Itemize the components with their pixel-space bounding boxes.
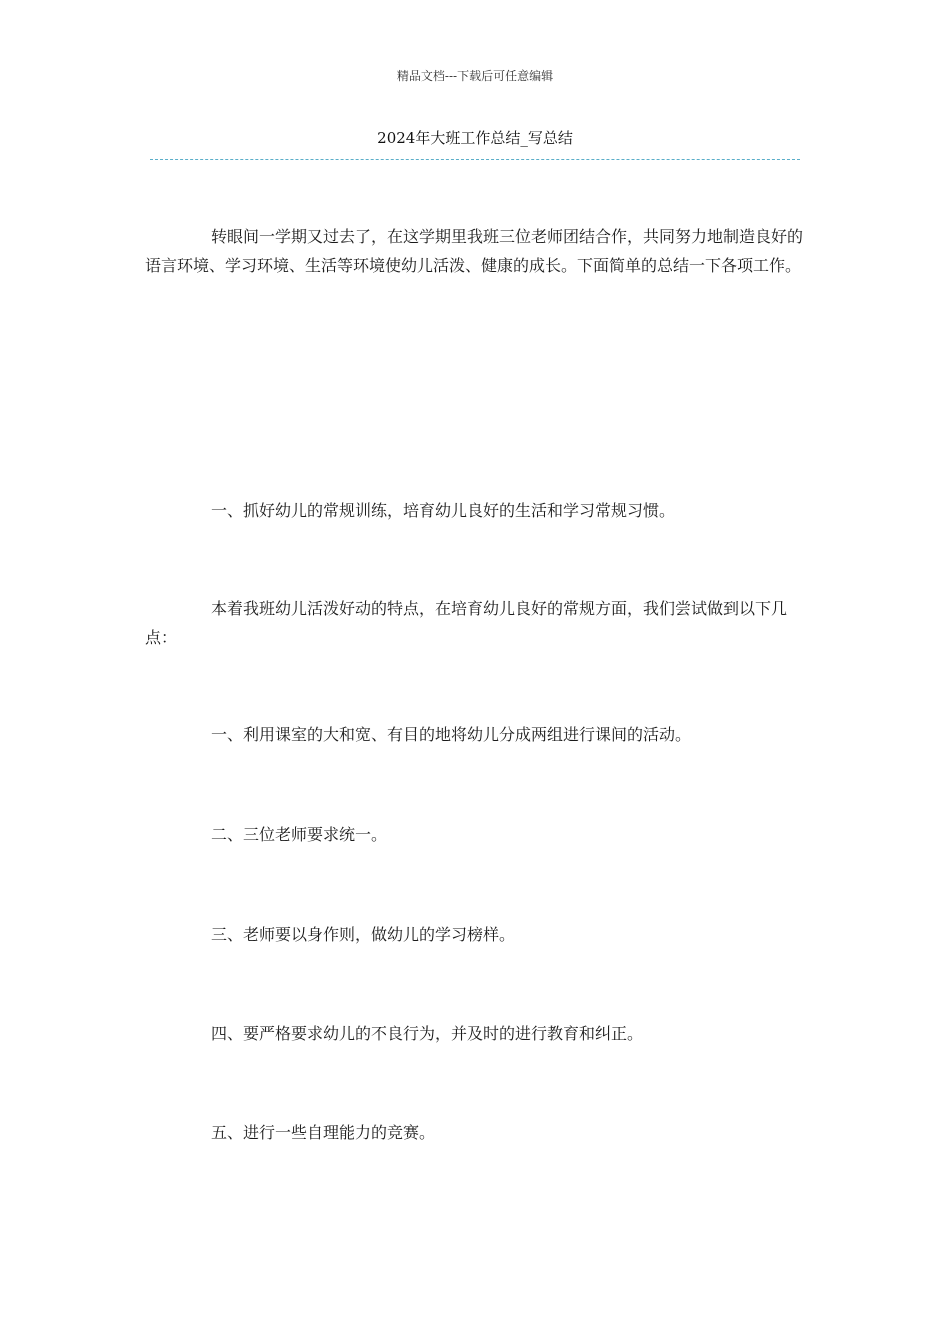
section-heading: 一、抓好幼儿的常规训练，培育幼儿良好的生活和学习常规习惯。: [211, 501, 676, 520]
header-watermark: 精品文档---下载后可任意编辑: [396, 69, 554, 83]
document-title: 2024年大班工作总结_写总结: [377, 129, 573, 147]
list-item-2: 二、三位老师要求统一。: [211, 825, 388, 844]
list-item-5: 五、进行一些自理能力的竞赛。: [211, 1123, 436, 1142]
list-item-1: 一、利用课室的大和宽、有目的地将幼儿分成两组进行课间的活动。: [211, 725, 692, 744]
intro-paragraph: 转眼间一学期又过去了，在这学期里我班三位老师团结合作，共同努力地制造良好的语言环境、学习环境、生活等环境使幼儿活泼、健康的成长。下面简单的总结一下各项工作。: [145, 227, 804, 275]
list-item-3: 三、老师要以身作则，做幼儿的学习榜样。: [211, 925, 516, 944]
title-divider: [150, 159, 800, 160]
body-paragraph: 本着我班幼儿活泼好动的特点，在培育幼儿良好的常规方面，我们尝试做到以下几点：: [145, 599, 788, 647]
list-item-4: 四、要严格要求幼儿的不良行为，并及时的进行教育和纠正。: [211, 1024, 644, 1043]
